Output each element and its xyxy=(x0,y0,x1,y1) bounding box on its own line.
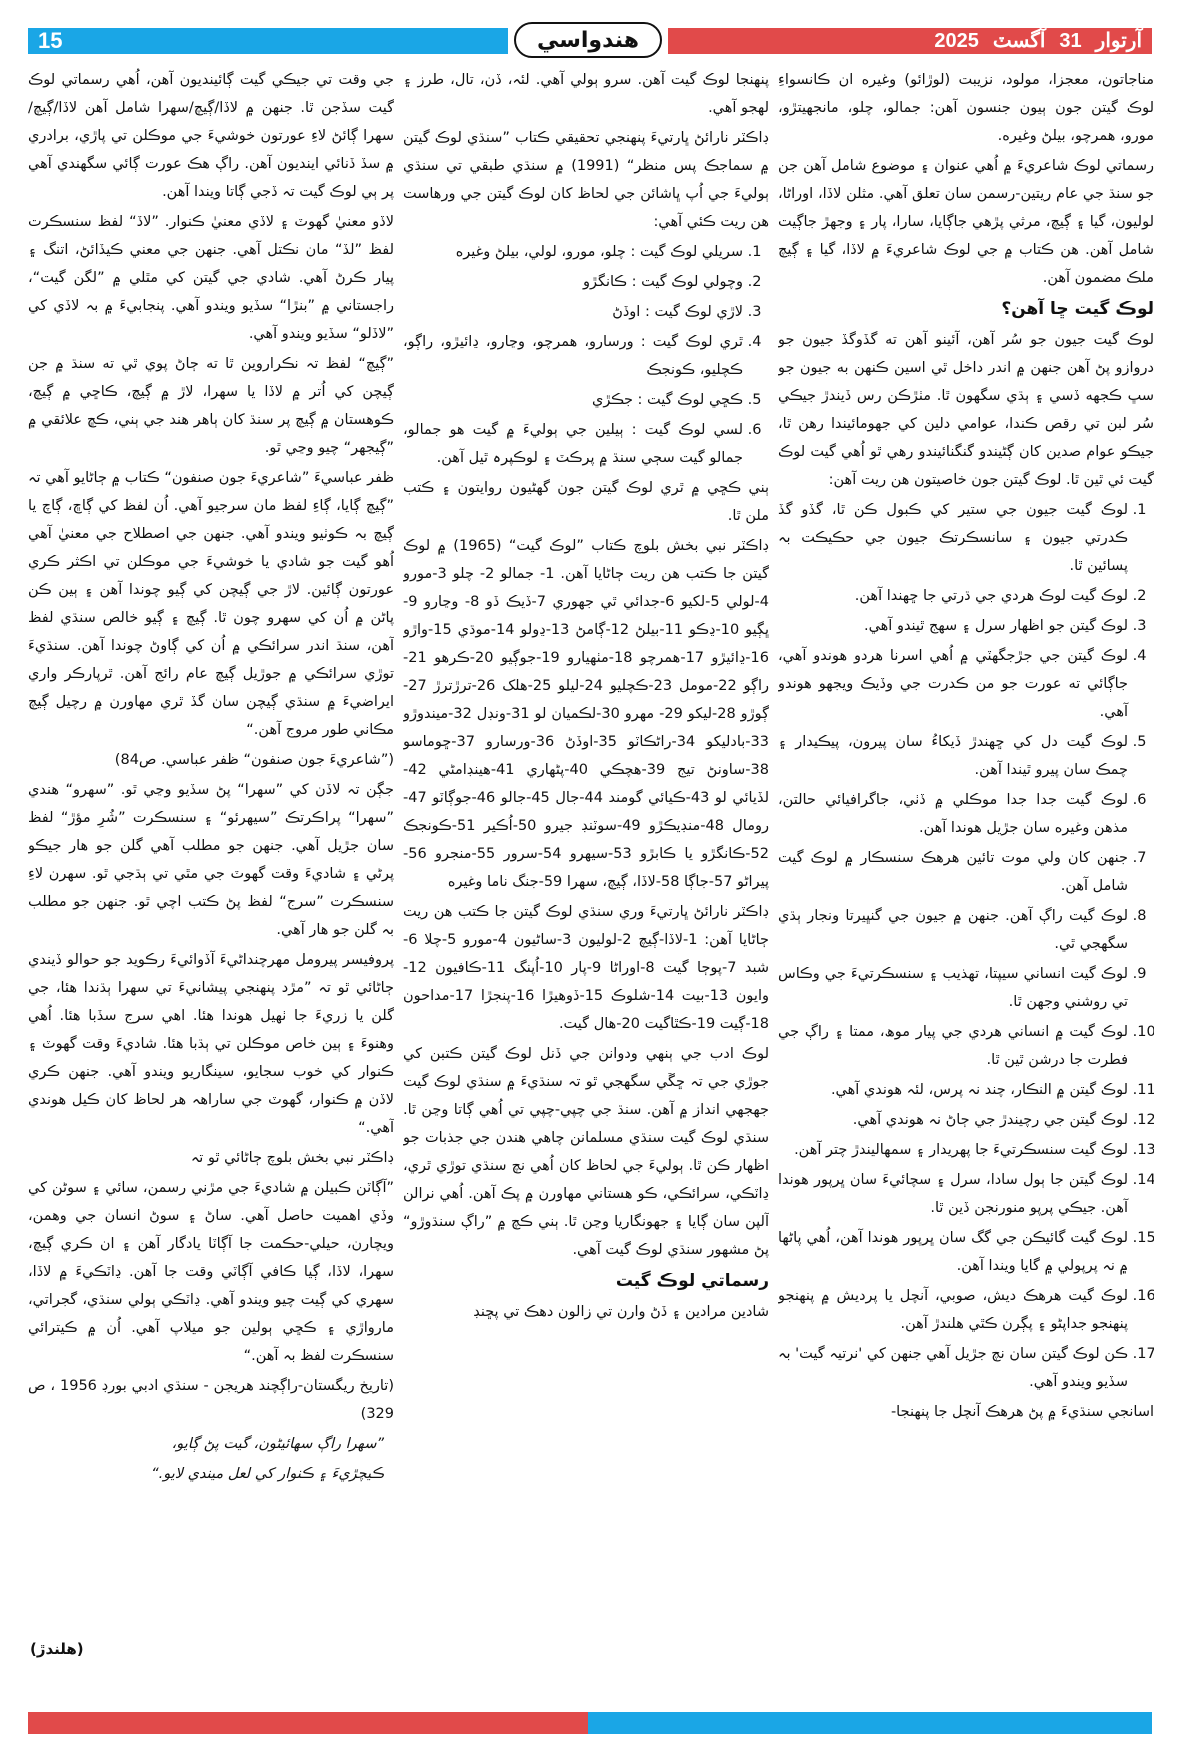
footer-left-bar xyxy=(28,1712,588,1734)
paragraph: ڊاڪٽر نبي بخش بلوچ ڪتاب ”لوڪ گيت“ (1965) ۾ لوڪ گيتن جا ڪتب هن ريت ڄاڻايا آهن. 1- جمالو 2- چلو 3-مورو 4-لولي 5-لکيو 6-جدائي ٿي جهوري 7-ڏيڪ ڏو 8- وڃارو 9-ڀڳيو 10-ڍڪو 11-بيلڻ 12-ڳامڻ 13-ڍولو 14-موڌي 15-واڙو 16-ڍائيڙو 17-همرچو 18-مٺهيارو 19-جوڳيو 20-ڪرهو 21-راڳو 22-مومل 23-ڪچليو 24-ليلو 25-هلک 26-ترڙترڙ 27-ڳوڙو 28-ليکو 29- مهرو 30-لڪميان لو 31-ونڊل 32-ميندوڙو 33-بادليکو 34-راڻڪاٽو 35-اوڏڻ 36-ورسارو 37-ڇوماسو 38-ساونڻ تيج 39-هچڪي 40-پڻهاري 41-هينڊامڻي 42-لڏيائي لو 43-ڪيائي گومند 44-جال 45-جالو 46-جوڳاٽو 47-رومال 48-منڊيڪڙو 49-سوٽنڊ جيرو 50-اُڪير 51-ڪونجڪ 52-ڪانگڙو يا ڪابڙو 53-سيهرو 54-سرور 55-منجرو 56-پيراڻو 57-جاڳا 58-لاڏا، ڳيچ، سهرا 59-جنگ ناما وغيره xyxy=(403,538,769,890)
verse-line: ڪيچڙيءَ ۽ ڪنوار کي لعل ميندي لايو.“ xyxy=(151,1466,384,1482)
paragraph: ڊاڪٽر نبي بخش بلوچ ڄاڻائي ٿو تہ xyxy=(190,1150,394,1166)
date-line xyxy=(920,28,1142,54)
article-column-middle xyxy=(403,66,769,1666)
list-item: 17. ڪن لوڪ گيتن سان نچ جڙيل آهي جنهن کي 'نرتيہ گيت' بہ سڏيو ويندو آهي. xyxy=(778,1340,1128,1396)
day-name: آرتوار xyxy=(1095,30,1142,52)
header-left-bar xyxy=(28,28,508,54)
list-item: 9. لوڪ گيت انساني سيپتا، تهذيب ۽ سنسڪرتيءَ جي وڪاس تي روشني وجهن ٿا. xyxy=(778,960,1128,1016)
paragraph: ”آڳاٽن ڪبيلن ۾ شاديءَ جي مڙني رسمن، سائي ۽ سوڻن کي وڏي اهميت حاصل آهي. ساڻ ۽ سوڻ انسان جي وهمن، ويچارن، حيلي-حڪمت جا آڳاٽا يادگار آهن ۽ ان ڪري ڳيچ، سهرا، لاڏا، ڳيا ڪافي آڳاٽي وقت جا آهن. ڍاٽڪيءَ ۾ لاڏا، سهري کي ڳيت چيو ويندو آهي. ڍاٽڪي ٻولي سنڌي، گجراتي، مارواڙي ۽ ڪڇي ٻولين جو ميلاپ آهي. اُن ۾ ڪيترائي سنسڪرت لفظ بہ آهن.“ xyxy=(28,1180,394,1364)
article-column-left xyxy=(28,66,394,1666)
list-item: 12. لوڪ گيتن جي رچيندڙ جي ڄاڻ نہ هوندي آهي. xyxy=(778,1106,1128,1134)
closing-line: اسانجي سنڌيءَ ۾ پڻ هرهڪ آنچل جا پنهنجا- xyxy=(890,1404,1154,1420)
list-item: 13. لوڪ گيت سنسڪرتيءَ جا پهريدار ۽ سمهاليندڙ چتر آهن. xyxy=(778,1136,1128,1164)
intro-paragraph-2: رسماتي لوڪ شاعريءَ ۾ اُهي عنوان ۽ موضوع شامل آهن جن جو سنڌ جي عام ريتين-رسمن سان تعلق آهي. مثلن لاڏا، اوراڻا، لوليون، گيا ۽ ڳيچ، مرثي پڙهي جاڳايا، سارا، پار ۽ وجهڙ جاڳيت شامل آهن. هن ڪتاب ۾ جي لوڪ شاعريءَ ۾ لاڏا، گيا ۽ ڳيچ ملڪ مضمون آهن. xyxy=(778,158,1154,286)
page-number: 15 xyxy=(38,28,63,53)
paragraph: ”ڳيچ“ لفظ تہ نڪراروين ٿا ته ڄاڻ پوي ٿي ته سنڌ ۾ جن ڳيچن کي اُتر ۾ لاڏا يا سهرا، لاڙ ۾ ڳيچ، ڪاڇي ۾ ڳيچ، ڪوهستان ۾ ڳيچ پر سنڌ کان ٻاهر هند جي ٻني، ڪڇ علائقي ۾ ”ڳيجهر“ چيو وڃي ٿو. xyxy=(28,356,394,456)
paragraph: پروفيسر پيرومل مهرچنداڻيءَ آڏوائيءَ رڪويد جو حوالو ڏيندي ڄاڻائي ٿو تہ ”مڙد پنهنجي پيشانيءَ تي سهرا ٻڌندا هئا، جي گلن يا زريءَ جا ٺهيل هوندا هئا. اهي سرج سڏبا هئا. اُهي وهنوءَ ۽ ٻين خاص موڪلن تي ٻڌبا هئا. شاديءَ وقت گهوٽ ۽ ڪنوار کي خوب سجايو، سينگاريو ويندو آهي. جنهن ڪري لاڏن ۾ ڪنوار، گهوٽ جي ساراهہ هر لحاظ کان ڪيل هوندي آهي.“ xyxy=(28,952,394,1136)
newspaper-logo: هندواسي xyxy=(514,22,662,58)
folk-songs-definition: لوڪ گيت جيون جو سُر آهن، آئينو آهن ته گڏوگڏ جيون جو دروازو پڻ آهن جنهن ۾ اندر داخل ٿي اسين ڪنهن به جيون جو سڀ ڪجهه ڏسي ۽ ٻڌي سگهون ٿا. مٺڙڪن رس ڏيندڙ جيڪي سُر لبن تي رقص ڪندا، عوامي دلين کي جهومائيندا رهن ٿا، جيڪو عوام صدين کان ڳڻيندو گنگنائيندو رهي ٿو اُهي گيت لوڪ گيت ئي ٿين ٿا. لوڪ گيتن جون خاصيتون هن ريت آهن: xyxy=(778,332,1154,488)
citation: (تاريخ ريگستان-راڳچند هريجن - سنڌي ادبي بورڊ 1956 ، ص 329) xyxy=(28,1378,394,1422)
list-item: 3. لوڪ گيتن جو اظهار سرل ۽ سهج ٿيندو آهي. xyxy=(778,612,1128,640)
page-header xyxy=(28,20,1152,58)
paragraph: جڳن تہ لاڏن کي ”سهرا“ پڻ سڏيو وڃي ٿو. ”سهرو“ هندي ”سهرا“ پراڪرتڪ ”سيهرئو“ ۽ سنسڪرت ”شُرِ مؤڙ“ لفظ سان جڙيل آهي. جنهن جو مطلب آهي گلن جو هار جيڪو پرڻي ۽ شاديءَ وقت گهوٽ جي مٿي تي ٻڌجي ٿو. سهرن لاءِ سنسڪرت ”سرج“ لفظ پڻ ڪتب اچي ٿو. جنهن جو مطلب بہ گلن جو هار آهي. xyxy=(28,782,394,938)
list-item: 1. سريلي لوڪ گيت : چلو، مورو، لولي، بيلڻ وغيره xyxy=(403,238,743,266)
list-item: 5. ڪڇي لوڪ گيت : جڪڙي xyxy=(403,386,743,414)
list-item: 2. وچولي لوڪ گيت : ڪانگڙو xyxy=(403,268,743,296)
list-item: 4. لوڪ گيتن جي جڙجگهٽي ۾ اُهي اسرنا هردو هوندو آهي، جاڳائي ته عورت جو من ڪدرت جي وڏيڪ ويجهو هوندو آهي. xyxy=(778,642,1128,726)
paragraph: پنهنجا لوڪ گيت آهن. سرو ٻولي آهي. لئہ، ڏن، تال، طرز ۽ لهجو آهي. xyxy=(403,72,769,116)
paragraph: ٻني ڪڇي ۾ ٿري لوڪ گيتن جون گهڻيون روايتون ۽ ڪتب ملن ٿا. xyxy=(403,480,769,524)
paragraph: لوڪ ادب جي ٻنهي ودوانن جي ڏنل لوڪ گيتن ڪتبن کي جوڙي جي تہ ڇڱي سگهجي ٿو تہ سنڌيءَ ۾ سنڌي لوڪ گيت جهجهي انداز ۾ آهن. سنڌ جي چپي-چپي تي اُهي ڳاتا وڃن ٿا. سنڌي لوڪ گيت سنڌي مسلمانن چاهي هندن جي جذبات جو اظهار ڪن ٿا. ٻوليءَ جي لحاظ کان اُهي نچ سنڌي توڙي ٿري، ڍاٽڪي، سرائڪي، ڪو هستاني مهاورن ۾ پڪ آهن. اُهي نرالن آلپن سان ڳايا ۽ جهونگاريا وڃن ٿا. ٻني ڪچ ۾ ”راڳ سنڌوڙو“ پڻ مشهور سنڌي لوڪ گيت آهي. xyxy=(403,1046,769,1258)
continued-marker: (هلندڙ) xyxy=(30,1640,84,1658)
list-item: 10. لوڪ گيت ۾ انساني هردي جي پيار موھ، ممتا ۽ راڳ جي فطرت جا درشن ٿين ٿا. xyxy=(778,1018,1128,1074)
list-item: 6. لوڪ گيت جدا جدا موڪلي ۾ ڏٺي، جاگرافيائي حالتن، مذهن وغيره سان جڙيل هوندا آهن. xyxy=(778,786,1128,842)
list-item: 2. لوڪ گيت لوڪ هردي جي ڌرتي جا ڇهندا آهن. xyxy=(778,582,1128,610)
date-number: 31 xyxy=(1059,30,1082,52)
paragraph: ڊاڪٽر نارائڻ ڀارتيءَ وري سنڌي لوڪ گيتن جا ڪتب هن ريت ڄاڻايا آهن: 1-لاڏا-ڳيچ 2-لوليون 3-ساڻيون 4-مورو 5-چلا 6-شبد 7-پوڄا گيت 8-اوراڻا 9-پار 10-اُپنگ 11-ڪافيون 12-وايون 13-بيت 14-شلوڪ 15-ڏوهيڙا 16-پنجڙا 17-مداحون 18-ڳيت 19-ڪٿاگيت 20-هال گيت. xyxy=(403,904,769,1032)
list-item: 8. لوڪ گيت راڳ آهن. جنهن ۾ جيون جي گنڀيرتا ونجار ٻڌي سگهجي ٿي. xyxy=(778,902,1128,958)
list-item: 4. ٿري لوڪ گيت : ورسارو، همرچو، وڃارو، ڍائيڙو، راڳو، ڪچليو، ڪونجڪ xyxy=(403,328,743,384)
list-item: 5. لوڪ گيت دل کي ڇهندڙ ڏيکاءُ سان پيرون، پيڪيدار ۽ چمڪ سان پيرو ٿيندا آهن. xyxy=(778,728,1128,784)
paragraph: جي وقت تي جيڪي گيت ڳائينديون آهن، اُهي رسماتي لوڪ گيت سڏجن ٿا. جنهن ۾ لاڏا/ڳيچ/سهرا شامل آهن لاڏا/ڳيچ/سهرا ڳائڻ لاءِ عورتون خوشيءَ جي موڪلن تي پاڙي، برادري ۾ سڏ ڏنائي اينديون آهن. راڳ هڪ عورت ڳائي سگهندي آهي پر ٻي لوڪ گيت تہ ڏجي ڳاتا ويندا آهن. xyxy=(28,72,394,200)
section-heading-what-are-folk-songs: لوڪ گيت ڇا آهن؟ xyxy=(1001,299,1154,319)
paragraph: ڊاڪٽر نارائڻ ڀارتيءَ پنهنجي تحقيقي ڪتاب ”سنڌي لوڪ گيتن ۾ سماجڪ پس منظر“ (1991) ۾ سنڌي طبقي تي سنڌي ٻوليءَ جي اُپ ڀاشائن جي لحاظ کان لوڪ گيتن جي ورهاست هن ريت ڪئي آهي: xyxy=(403,130,769,230)
article-column-right xyxy=(778,66,1154,1666)
citation: (”شاعريءَ جون صنفون“ ظفر عباسي. ص84) xyxy=(114,752,394,768)
dialect-classification-list xyxy=(403,238,769,472)
list-item: 11. لوڪ گيتن ۾ النڪار، چند نہ پرس، لئہ هوندي آهي. xyxy=(778,1076,1128,1104)
list-item: 7. جنهن کان ولي موت تائين هرهڪ سنسڪار ۾ لوڪ گيت شامل آهن. xyxy=(778,844,1128,900)
section-heading-ritual-folk-songs: رسماتي لوڪ گيت xyxy=(615,1271,769,1291)
list-item: 16. لوڪ گيت هرهڪ ديش، صوبي، آنچل يا پرديش ۾ پنهنجو پنهنجو جداپڻو ۽ پڳرن ڪٿي هلندڙ آهن. xyxy=(778,1282,1128,1338)
list-item: 6. لسي لوڪ گيت : ٻيلين جي ٻوليءَ ۾ گيت هو جمالو، جمالو گيت سڄي سنڌ ۾ پرڪٽ ۽ لوڪپرہ ٿيل آهن. xyxy=(403,416,743,472)
paragraph: لاڏو معنيٰ گهوٽ ۽ لاڏي معنيٰ ڪنوار. ”لاڏ“ لفظ سنسڪرت لفظ ”لڏ“ مان نڪتل آهي. جنهن جي معني ڪيڏائڻ، اتنگ ۽ پيار ڪرڻ آهي. شادي جي گيتن کي مٿلي ۾ ”لگن گيت“، راجستاني ۾ ”بنڙا“ سڏيو ويندو آهي. پنجابيءَ ۾ بہ لاڏي کي ”لاڏلو“ سڏيو ويندو آهي. xyxy=(28,214,394,342)
intro-paragraph-1: مناجاتون، معجزا، مولود، نزيبت (لوڙائو) وغيره ان ڪانسواءِ لوڪ گيتن جون ٻيون جنسون آهن: جمالو، چلو، مانجهيتڙو، مورو، همرچو، بيلڻ وغيره. xyxy=(778,72,1154,144)
year: 2025 xyxy=(934,30,979,52)
list-item: 14. لوڪ گيتن جا ٻول سادا، سرل ۽ سچائيءَ سان ڀرپور هوندا آهن. جيڪي پرپو منورنجن ڏين ٿا. xyxy=(778,1166,1128,1222)
list-item: 1. لوڪ گيت جيون جي ستير کي ڪبول ڪن ٿا، گڏو گڏ ڪدرتي جيون ۽ سانسڪرتڪ جيون جي حڪيڪت بہ پسائين ٿا. xyxy=(778,496,1128,580)
list-item: 15. لوڪ گيت گائيڪن جي گگ سان ڀرپور هوندا آهن، اُهي پاڻها ۾ نہ پرپولي ۾ گايا ويندا آهن. xyxy=(778,1224,1128,1280)
folk-song-features-list xyxy=(778,496,1154,1396)
paragraph: شادين مرادين ۽ ڏڻ وارن تي زالون دهڪ تي پڇنڊ xyxy=(473,1304,769,1320)
paragraph: ظفر عباسيءَ ”شاعريءَ جون صنفون“ ڪتاب ۾ ڄاڻايو آهي تہ ”ڳيچ ڳايا، ڳاءِ لفظ مان سرجيو آهي. اُن لفظ کي ڳاڇ، ڳاچ يا ڳيچ بہ ڪوٺيو ويندو آهي. جنهن جي اصطلاح جي معنيٰ آهي اُهو گيت جو شادي يا خوشيءَ جي موڪلن تي اڪثر ڪري عورتون ڳائين. لاڙ جي ڳيچن کي ڳيو چوندا آهن ۽ ٻين ڪن پاڻن ۾ اُن کي سهرو چون ٿا. ڳيچ ۽ ڳيو خالص سنڌي لفظ آهن، سنڌ اندر سرائڪي ۾ اُن کي ڳاوڻ چوندا آهن. سنڌيءَ توڙي سرائڪي ۾ جوڙيل ڳيچ عام رائج آهن. ٿرپارڪر واري ايراضيءَ ۾ سنڌي ڳيچن سان گڏ ٿري مهاورن ۾ رچيل ڳيچ مڪاني طور مروج آهن.“ xyxy=(28,470,394,738)
month-name: آگسٽ xyxy=(992,30,1046,52)
list-item: 3. لاڙي لوڪ گيت : اوڏڻ xyxy=(403,298,743,326)
verse-line: ”سهرا راڳ سهائيڻون، گيت پڻ ڳايو، xyxy=(171,1436,384,1452)
footer-right-bar xyxy=(588,1712,1152,1734)
